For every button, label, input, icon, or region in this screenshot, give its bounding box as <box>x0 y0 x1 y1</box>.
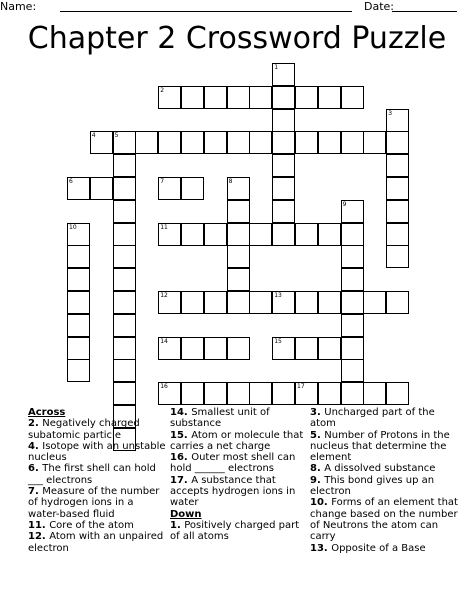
clue-num: 17. <box>170 474 192 486</box>
clue-number: 7 <box>160 178 165 185</box>
grid-cell[interactable] <box>204 86 227 109</box>
grid-cell[interactable] <box>272 200 295 223</box>
clue <box>28 520 166 531</box>
grid-cell[interactable] <box>181 223 204 246</box>
clue-num: 7. <box>28 486 43 498</box>
grid-cell[interactable] <box>386 154 409 177</box>
clue-number: 2 <box>160 86 165 94</box>
grid-cell[interactable] <box>67 359 90 382</box>
grid-cell[interactable] <box>318 382 341 405</box>
grid-cell[interactable] <box>67 245 90 268</box>
grid-cell[interactable] <box>204 337 227 360</box>
grid-cell[interactable] <box>341 245 364 268</box>
grid-cell[interactable] <box>363 382 386 405</box>
grid-cell[interactable] <box>113 131 136 154</box>
grid-cell[interactable] <box>181 177 204 200</box>
clue-num: 14. <box>170 407 192 418</box>
clue-number: 8 <box>228 178 233 185</box>
grid-cell[interactable] <box>227 268 250 291</box>
clue <box>28 486 166 520</box>
grid-cell[interactable] <box>386 245 409 268</box>
clue-text: Atom or molecule that carries a net charge <box>170 429 304 452</box>
grid-cell[interactable] <box>113 177 136 200</box>
clue <box>310 497 462 542</box>
grid-cell[interactable] <box>181 382 204 405</box>
grid-cell[interactable] <box>67 268 90 291</box>
grid-cell[interactable] <box>113 200 136 223</box>
grid-cell[interactable] <box>272 291 295 314</box>
grid-cell[interactable] <box>249 291 272 314</box>
clue-number: 14 <box>160 337 168 345</box>
clue-text: Atom with an unpaired electron <box>28 531 164 554</box>
grid-cell[interactable] <box>227 131 250 154</box>
grid-cell[interactable] <box>158 86 181 109</box>
grid-cell[interactable] <box>158 382 181 405</box>
clue-num: 10. <box>310 497 332 509</box>
clue-number: 6 <box>69 178 73 185</box>
clue-text: Measure of the number of hydrogen ions in a water-based fluid <box>28 486 160 520</box>
grid-cell[interactable] <box>158 131 181 154</box>
grid-cell[interactable] <box>341 382 364 405</box>
grid-cell[interactable] <box>272 337 295 360</box>
grid-cell[interactable] <box>90 131 113 154</box>
grid-cell[interactable] <box>90 177 113 200</box>
clue-num: 5. <box>310 429 325 441</box>
clue <box>170 452 306 475</box>
clue <box>170 520 306 543</box>
clue <box>310 407 462 430</box>
date-label: Date: <box>364 0 394 13</box>
clue-num: 11. <box>28 519 50 531</box>
grid-cell[interactable] <box>227 177 250 200</box>
grid-cell[interactable] <box>158 223 181 246</box>
grid-cell[interactable] <box>272 63 295 86</box>
grid-cell[interactable] <box>363 291 386 314</box>
grid-cell[interactable] <box>386 177 409 200</box>
clue <box>170 475 306 509</box>
grid-cell[interactable] <box>318 86 341 109</box>
across-heading: Across <box>28 407 66 418</box>
grid-cell[interactable] <box>227 382 250 405</box>
down-heading: Down <box>170 508 202 520</box>
clue-num: 4. <box>28 440 43 452</box>
grid-cell[interactable] <box>181 337 204 360</box>
clue <box>170 407 306 430</box>
clue-number: 1 <box>274 64 279 71</box>
clue <box>310 475 462 498</box>
grid-cell[interactable] <box>181 131 204 154</box>
grid-cell[interactable] <box>227 200 250 223</box>
grid-cell[interactable] <box>113 337 136 360</box>
clue-text: Opposite of a Base <box>331 542 426 554</box>
clue <box>28 418 166 441</box>
grid-cell[interactable] <box>249 131 272 154</box>
grid-cell[interactable] <box>386 109 409 132</box>
grid-cell[interactable] <box>386 223 409 246</box>
grid-cell[interactable] <box>249 382 272 405</box>
clue-num: 3. <box>310 407 325 418</box>
clue-num: 1. <box>170 519 185 531</box>
grid-cell[interactable] <box>67 177 90 200</box>
grid-cell[interactable] <box>158 337 181 360</box>
clue-number: 17 <box>297 383 305 391</box>
grid-cell[interactable] <box>227 245 250 268</box>
name-label: Name: <box>0 0 37 13</box>
clue-text: Isotope with an unstable nucleus <box>28 440 166 464</box>
grid-cell[interactable] <box>341 337 364 360</box>
grid-cell[interactable] <box>386 382 409 405</box>
grid-cell[interactable] <box>295 291 318 314</box>
clue-number: 10 <box>69 223 77 231</box>
grid-cell[interactable] <box>295 337 318 360</box>
grid-cell[interactable] <box>204 223 227 246</box>
grid-cell[interactable] <box>295 382 318 405</box>
grid-cell[interactable] <box>272 131 295 154</box>
clue-number: 15 <box>274 337 282 345</box>
clue-text: Core of the atom <box>49 519 134 531</box>
grid-cell[interactable] <box>67 337 90 360</box>
grid-cell[interactable] <box>363 131 386 154</box>
clue <box>310 543 462 554</box>
grid-cell[interactable] <box>67 223 90 246</box>
clue-num: 9. <box>310 474 325 486</box>
clue-num: 13. <box>310 542 332 554</box>
grid-cell[interactable] <box>386 291 409 314</box>
grid-cell[interactable] <box>227 291 250 314</box>
clue <box>310 463 462 474</box>
grid-cell[interactable] <box>272 382 295 405</box>
grid-cell[interactable] <box>272 109 295 132</box>
grid-cell[interactable] <box>249 223 272 246</box>
grid-cell[interactable] <box>135 131 158 154</box>
clue-num: 8. <box>310 463 325 475</box>
grid-cell[interactable] <box>204 291 227 314</box>
clue-column-2 <box>170 407 306 543</box>
grid-cell[interactable] <box>272 177 295 200</box>
grid-cell[interactable] <box>318 337 341 360</box>
clue-text: The first shell can hold ___ electrons <box>28 463 156 486</box>
grid-cell[interactable] <box>204 131 227 154</box>
clue-text: Uncharged part of the atom <box>310 407 435 430</box>
grid-cell[interactable] <box>341 314 364 337</box>
grid-cell[interactable] <box>67 291 90 314</box>
grid-cell[interactable] <box>249 86 272 109</box>
grid-cell[interactable] <box>318 223 341 246</box>
clue-text: A substance that accepts hydrogen ions in water <box>170 474 296 509</box>
clue-number: 16 <box>160 383 168 391</box>
clue <box>28 531 166 554</box>
clue-number: 11 <box>160 223 168 231</box>
grid-cell[interactable] <box>341 268 364 291</box>
grid-cell[interactable] <box>113 314 136 337</box>
clue <box>28 441 166 464</box>
grid-cell[interactable] <box>113 154 136 177</box>
clue-column-1 <box>28 407 166 554</box>
grid-cell[interactable] <box>227 86 250 109</box>
clue-number: 3 <box>388 109 393 117</box>
grid-cell[interactable] <box>341 359 364 382</box>
grid-cell[interactable] <box>181 291 204 314</box>
grid-cell[interactable] <box>295 86 318 109</box>
clue-text: Smallest unit of substance <box>170 407 270 430</box>
grid-cell[interactable] <box>272 223 295 246</box>
clue-number: 4 <box>91 132 96 140</box>
grid-cell[interactable] <box>341 223 364 246</box>
grid-cell[interactable] <box>227 337 250 360</box>
grid-cell[interactable] <box>158 177 181 200</box>
clue-num: 6. <box>28 463 43 475</box>
grid-cell[interactable] <box>341 86 364 109</box>
grid-cell[interactable] <box>204 382 227 405</box>
page-title: Chapter 2 Crossword Puzzle <box>27 21 447 56</box>
clue-text: Number of Protons in the nucleus that determine the element <box>310 429 450 464</box>
clue-num: 12. <box>28 531 50 543</box>
grid-cell[interactable] <box>113 359 136 382</box>
grid-cell[interactable] <box>295 131 318 154</box>
grid-cell[interactable] <box>341 291 364 314</box>
grid-cell[interactable] <box>227 223 250 246</box>
clue-num: 16. <box>170 452 192 464</box>
grid-cell[interactable] <box>67 314 90 337</box>
clue-number: 13 <box>274 292 282 299</box>
grid-cell[interactable] <box>318 291 341 314</box>
grid-cell[interactable] <box>341 200 364 223</box>
clue-number: 9 <box>342 200 347 208</box>
grid-cell[interactable] <box>113 245 136 268</box>
grid-cell[interactable] <box>113 382 136 405</box>
clue <box>28 463 166 486</box>
grid-cell[interactable] <box>113 223 136 246</box>
clue-column-3 <box>310 407 462 554</box>
grid-cell[interactable] <box>318 131 341 154</box>
clue-text: A dissolved substance <box>324 463 436 475</box>
clue-text: Positively charged part of all atoms <box>170 519 300 543</box>
clue-number: 5 <box>114 132 119 140</box>
grid-cell[interactable] <box>113 268 136 291</box>
grid-cell[interactable] <box>386 200 409 223</box>
grid-cell[interactable] <box>272 86 295 109</box>
grid-cell[interactable] <box>181 86 204 109</box>
grid-cell[interactable] <box>113 291 136 314</box>
clue-text: This bond gives up an electron <box>310 474 435 498</box>
grid-cell[interactable] <box>386 131 409 154</box>
clue-num: 2. <box>28 418 43 430</box>
grid-cell[interactable] <box>158 291 181 314</box>
clue-text: Forms of an element that change based on the number of Neutrons the atom can carry <box>310 497 458 543</box>
clue-text: Negatively charged subatomic particle <box>28 418 140 441</box>
grid-cell[interactable] <box>272 154 295 177</box>
clue-text: Outer most shell can hold ______ electrons <box>170 452 296 475</box>
clue <box>310 430 462 464</box>
clue <box>170 430 306 453</box>
grid-cell[interactable] <box>341 131 364 154</box>
clue-num: 15. <box>170 429 192 441</box>
clue-number: 12 <box>160 292 168 299</box>
grid-cell[interactable] <box>295 223 318 246</box>
